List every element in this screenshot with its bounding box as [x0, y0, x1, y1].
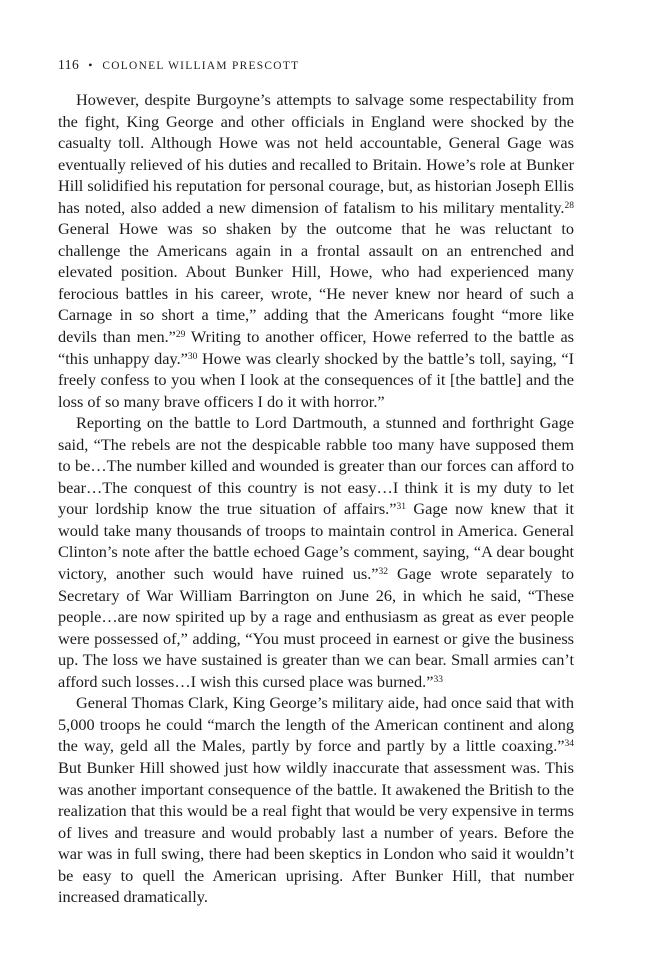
paragraph	[58, 89, 574, 412]
footnote-marker[interactable]: 31	[396, 502, 406, 513]
text-run: Reporting on the battle to Lord Dartmouth, a stunned and forthright Gage said, “The rebels are not the despicable rabble too many have supposed them to be…The number killed and wounded is greater than our forces can afford to bear…The conquest of this country is not easy…I think it is my duty to let your lordship know the true situation of affairs.”	[58, 413, 574, 519]
text-run: But Bunker Hill showed just how wildly inaccurate that assessment was. This was another important consequence of the battle. It awakened the British to the realization that this would be a real fight that would be very expensive in terms of lives and treasure and would probably last a number of years. Before the war was in full swing, there had been skeptics in London who said it wouldn’t be easy to quell the American uprising. After Bunker Hill, that number increased dramatically.	[58, 757, 574, 907]
footnote-marker[interactable]: 33	[433, 674, 443, 685]
paragraph	[58, 692, 574, 907]
footnote-marker[interactable]: 29	[175, 330, 186, 341]
text-run: Gage wrote separately to Secretary of War William Barrington on June 26, in which he said, “These people…are now spirited up by a rage and enthusiasm as great as ever people were possessed of,” adding, “You must proceed in earnest or give the business up. The loss we have sustained is greater than we can bear. Small armies can’t afford such losses…I wish this cursed place was burned.”	[58, 564, 575, 691]
book-title: COLONEL WILLIAM PRESCOTT	[102, 60, 300, 72]
book-page	[58, 56, 574, 908]
footnote-marker[interactable]: 34	[564, 739, 574, 750]
footnote-marker[interactable]: 30	[187, 351, 198, 362]
text-run: Gage now knew that it would take many thousands of troops to maintain control in America. General Clinton’s note after the battle echoed Gage’s comment, saying, “A dear bought victory, another such would have ruined us.”	[58, 499, 575, 584]
footnote-marker[interactable]: 32	[378, 567, 388, 578]
text-run: General Howe was so shaken by the outcome that he was reluctant to challenge the Americans again in a frontal assault on an entrenched and elevated position. About Bunker Hill, Howe, who had experienced many ferocious battles in his career, wrote, “He never knew nor heard of such a Carnage in so short a time,” adding that the Americans fought “more like devils than men.”	[58, 219, 574, 347]
paragraph	[58, 412, 574, 692]
page-number: 116	[58, 57, 80, 72]
text-run: However, despite Burgoyne’s attempts to salvage some respectability from the fight, King George and other officials in England were shocked by the casualty toll. Although Howe was not held accountable, General Gage was eventually relieved of his duties and recalled to Britain. Howe’s role at Bunker Hill solidified his reputation for personal courage, but, as historian Joseph Ellis has noted, also added a new dimension of fatalism to his military mentality.	[58, 90, 574, 217]
footnote-marker[interactable]: 28	[564, 200, 574, 211]
body-text	[58, 89, 574, 908]
text-run: General Thomas Clark, King George’s military aide, had once said that with 5,000 troops he could “march the length of the American continent and along the way, geld all the Males, partly by force and partly by a little coaxing.”	[58, 693, 574, 756]
text-run: Howe was clearly shocked by the battle’s toll, saying, “I freely confess to you when I look at the consequences of it [the battle] and the loss of so many brave officers I do it with horror.”	[58, 348, 574, 411]
running-head	[58, 56, 574, 75]
bullet-separator: •	[88, 58, 94, 72]
text-run: Writing to another officer, Howe referred to the battle as “this unhappy day.”	[58, 327, 575, 368]
